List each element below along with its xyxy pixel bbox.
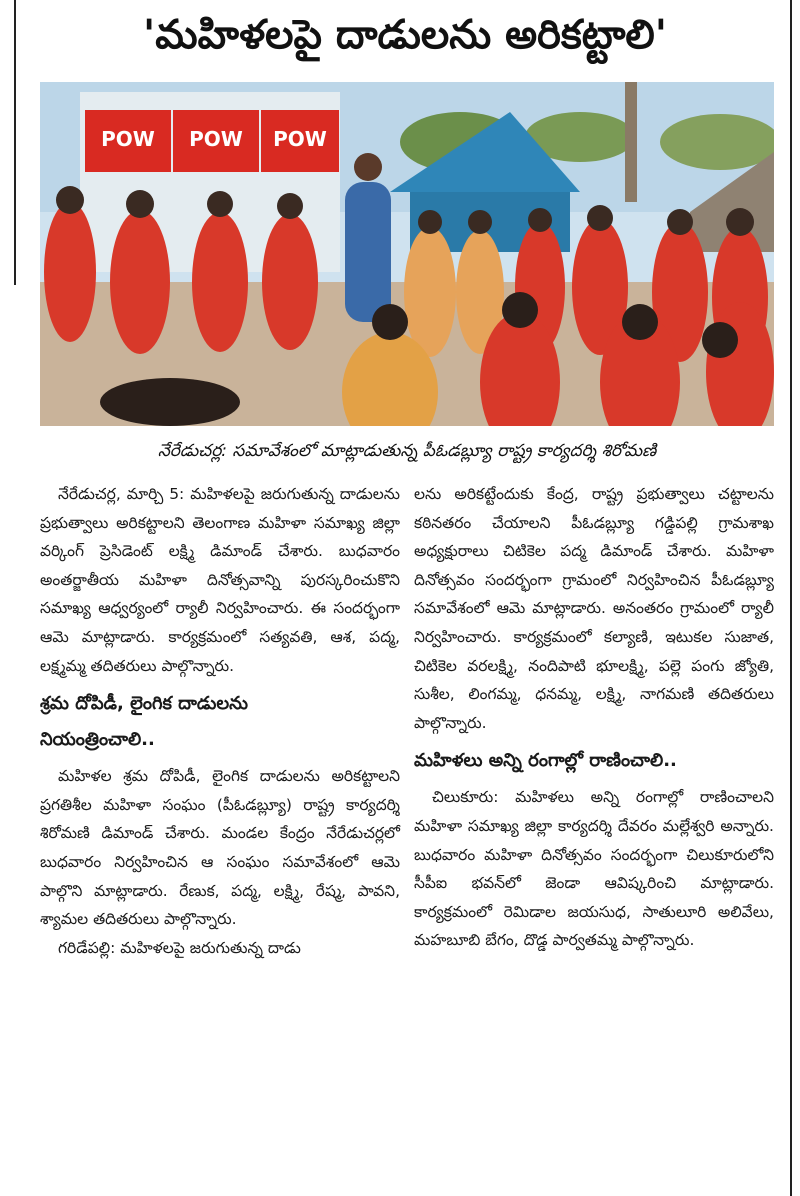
subheading xyxy=(40,686,400,758)
article-paragraph: మహిళల శ్రమ దోపిడీ, లైంగిక దాడులను అరికట్టాలని ప్రగతిశీల మహిళా సంఘం (పీఓడబ్ల్యూ) రాష్ట్ర కార్యదర్శి శిరోమణి డిమాండ్ చేశారు. మండల కేంద్రం నేరేడుచర్లలో బుధవారం నిర్వహించిన ఆ సంఘం సమావేశంలో ఆమె పాల్గొని మాట్లాడారు. రేణుక, పద్మ, లక్ష్మి, రేష్మ, పావని, శ్యామల తదితరులు పాల్గొన్నారు. xyxy=(40,767,400,929)
subheading: మహిళలు అన్ని రంగాల్లో రాణించాలి.. xyxy=(414,750,677,772)
banner-text: POW xyxy=(101,127,155,151)
photo-caption: నేరేడుచర్ల: సమావేశంలో మాట్లాడుతున్న పీఓడబ్ల్యూ రాష్ట్ర కార్యదర్శి శిరోమణి xyxy=(157,441,657,461)
article-headline: 'మహిళలపై దాడులను అరికట్టాలి' xyxy=(143,12,667,58)
article-paragraph: నేరేడుచర్ల, మార్చి 5: మహిళలపై జరుగుతున్న దాడులను ప్రభుత్వాలు అరికట్టాలని తెలంగాణ మహిళా సమాఖ్య జిల్లా వర్కింగ్ ప్రెసిడెంట్ లక్ష్మి డిమాండ్ చేశారు. బుధవారం అంతర్జాతీయ మహిళా దినోత్సవాన్ని పురస్కరించుకొని సమాఖ్య ఆధ్వర్యంలో ర్యాలీ నిర్వహించారు. ఈ సందర్భంగా ఆమె మాట్లాడారు. కార్యక్రమంలో సత్యవతి, ఆశ, పద్మ, లక్ష్మమ్మ తదితరులు పాల్గొన్నారు. xyxy=(40,485,400,675)
article-paragraph: చిలుకూరు: మహిళలు అన్ని రంగాల్లో రాణించాలని మహిళా సమాఖ్య జిల్లా కార్యదర్శి దేవరం మల్లేశ్వరి అన్నారు. బుధవారం మహిళా దినోత్సవం సందర్భంగా చిలుకూరులోని సీపీఐ భవన్‌లో జెండా ఆవిష్కరించి మాట్లాడారు. కార్యక్రమంలో రెమిడాల జయసుధ, సాతులూరి అలివేలు, మహబూబి బేగం, దొడ్డ పార్వతమ్మ పాల్గొన్నారు. xyxy=(414,788,774,950)
article-paragraph: లను అరికట్టేందుకు కేంద్ర, రాష్ట్ర ప్రభుత్వాలు చట్టాలను కఠినతరం చేయాలని పీఓడబ్ల్యూ గడ్డిపల్లి గ్రామశాఖ అధ్యక్షురాలు చిటికెల పద్మ డిమాండ్ చేశారు. మహిళా దినోత్సవం సందర్భంగా గ్రామంలో నిర్వహించిన పీఓడబ్ల్యూ సమావేశంలో ఆమె మాట్లాడారు. అనంతరం గ్రామంలో ర్యాలీ నిర్వహించారు. కార్యక్రమంలో కల్యాణి, ఇటుకల సుజాత, చిటికెల వరలక్ష్మి, నందిపాటి భూలక్ష్మి, పల్లె పంగు జ్యోతి, సుశీల, లింగమ్మ, ధనమ్మ, లక్ష్మి, నాగమణి తదితరులు పాల్గొన్నారు. xyxy=(414,485,774,732)
banner-text: POW xyxy=(273,127,327,151)
column-rule-right xyxy=(790,0,792,1196)
subheading-line: శ్రమ దోపిడీ, లైంగిక దాడులను xyxy=(40,693,249,715)
news-photo xyxy=(40,82,774,426)
column-rule-left xyxy=(14,0,16,285)
banner-text: POW xyxy=(189,127,243,151)
pow-banner-group xyxy=(85,110,339,172)
right-column xyxy=(414,480,774,955)
subheading-line: నియంత్రించాలి.. xyxy=(40,729,155,751)
article-paragraph: గరిడేపల్లి: మహిళలపై జరుగుతున్న దాడు xyxy=(58,938,301,957)
left-column xyxy=(40,480,400,962)
